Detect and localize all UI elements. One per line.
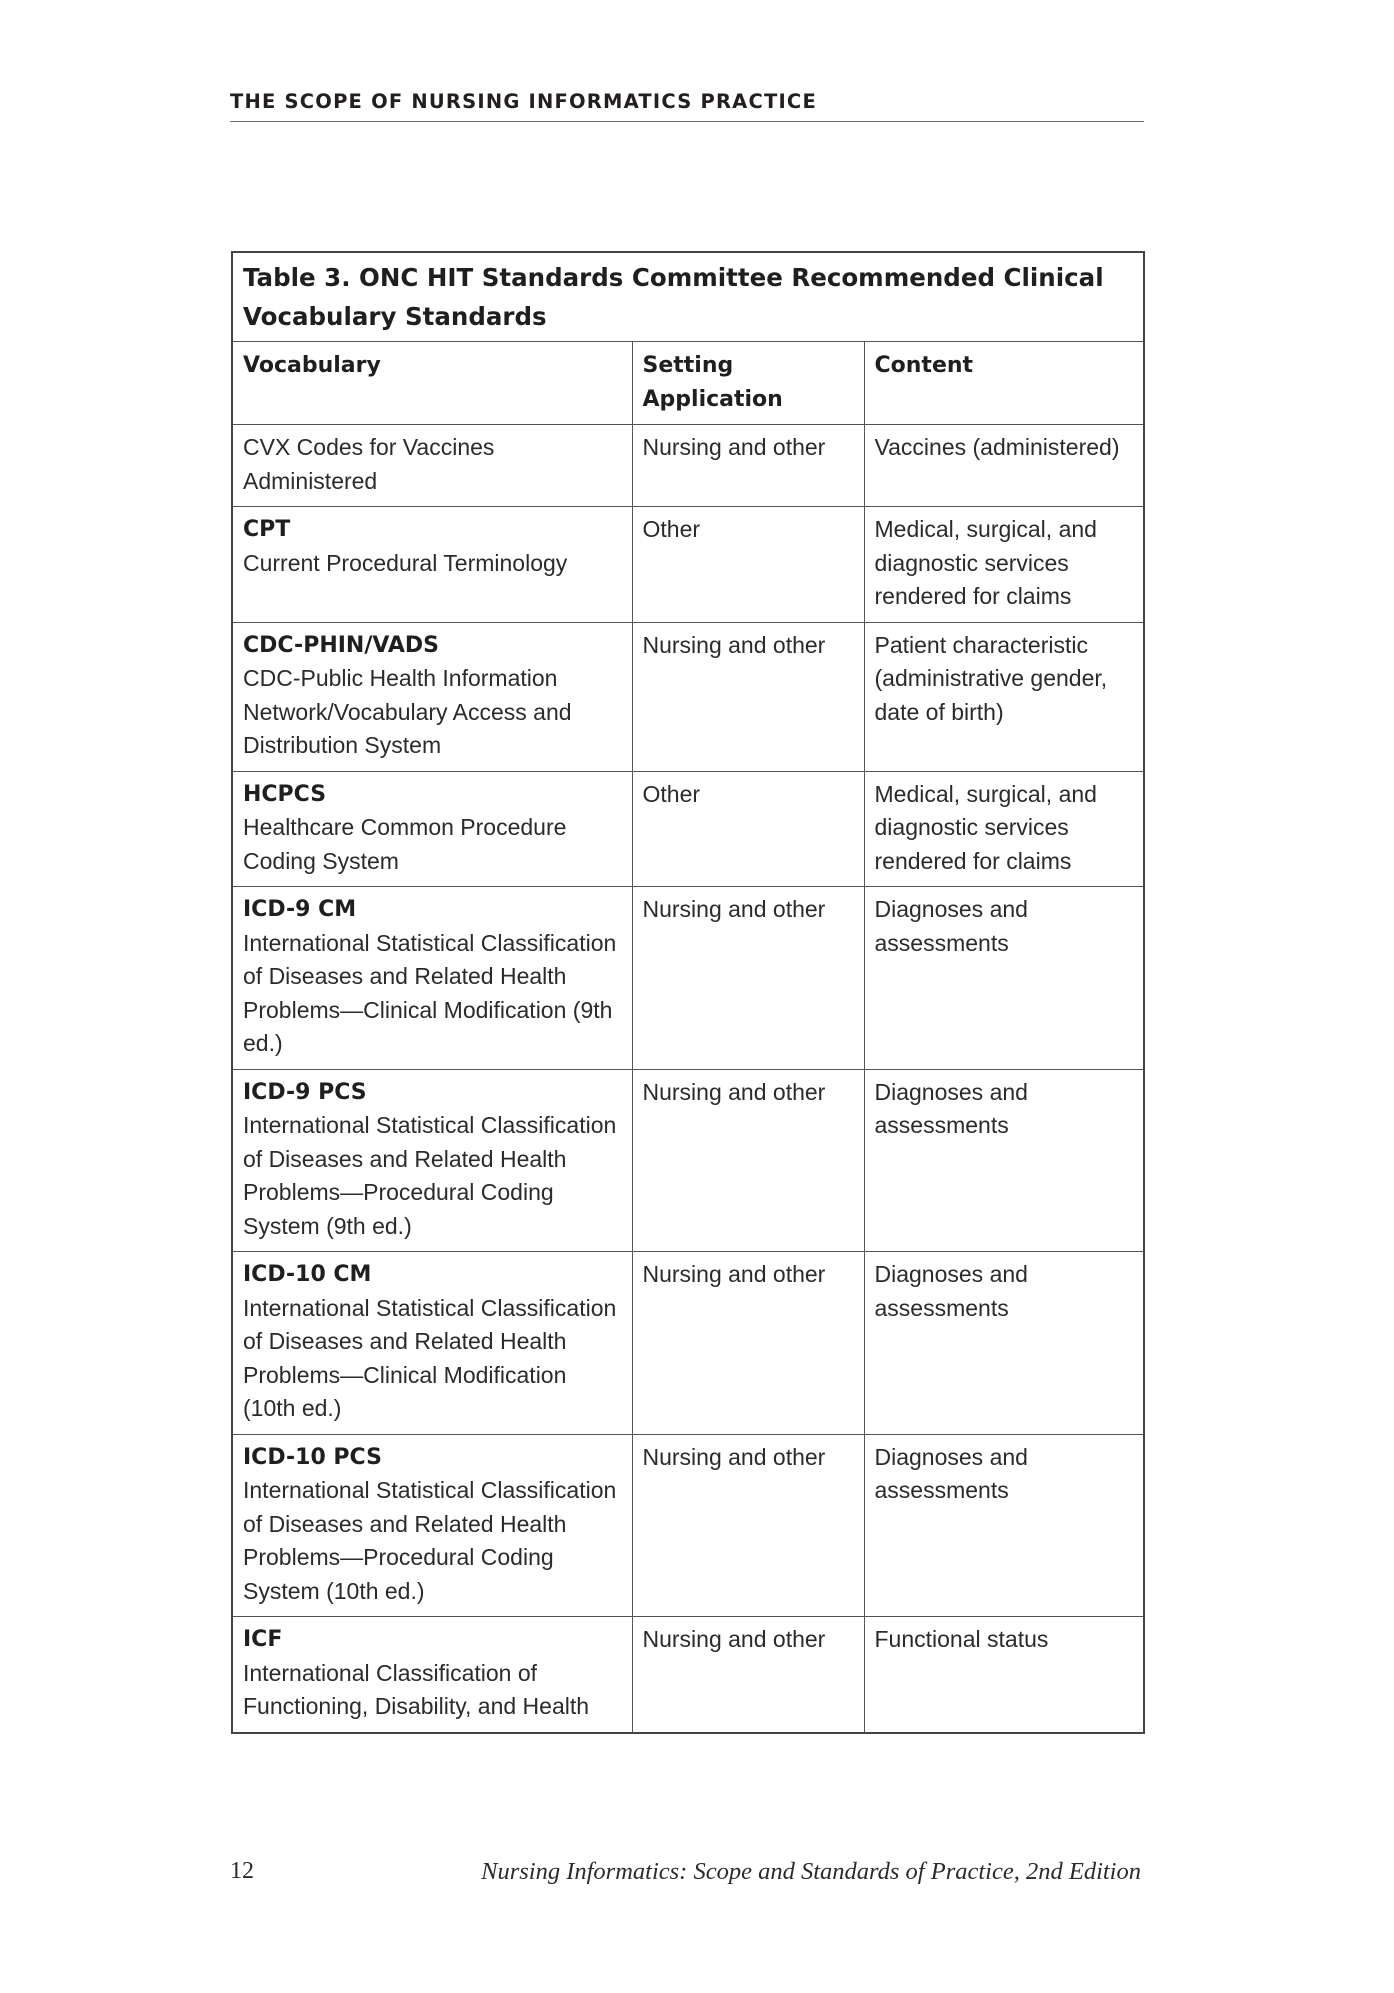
vocabulary-full-name: International Statistical Classification of Diseases and Related Health Problems—Clinical Modification (9th ed.): [243, 929, 617, 1056]
content-cell: Diagnoses and assessments: [864, 1069, 1144, 1252]
table-caption-row: [232, 252, 1144, 342]
vocabulary-abbreviation: CDC-PHIN/VADS: [243, 632, 440, 658]
vocabulary-abbreviation: ICF: [243, 1627, 283, 1652]
table-row: [232, 1434, 1144, 1617]
vocabulary-abbreviation: ICD-10 CM: [243, 1262, 372, 1287]
table-row: [232, 622, 1144, 771]
vocabulary-standards-table: [231, 251, 1145, 1734]
vocabulary-cell: [232, 1617, 632, 1733]
vocabulary-full-name: Current Procedural Terminology: [243, 549, 568, 576]
vocabulary-standards-table-container: [231, 251, 1143, 1734]
vocabulary-cell: [232, 887, 632, 1070]
vocabulary-full-name: Healthcare Common Procedure Coding System: [243, 814, 567, 874]
column-header-vocabulary: Vocabulary: [232, 342, 632, 425]
vocabulary-full-name: CDC-Public Health Information Network/Vocabulary Access and Distribution System: [243, 665, 572, 758]
book-title-footer: Nursing Informatics: Scope and Standards of Practice, 2nd Edition: [481, 1858, 1141, 1885]
vocabulary-full-name: International Statistical Classification of Diseases and Related Health Problems—Clinical Modification (10th ed.): [243, 1294, 617, 1421]
content-cell: Diagnoses and assessments: [864, 1434, 1144, 1617]
vocabulary-cell: [232, 425, 632, 507]
setting-application-cell: Nursing and other: [632, 1434, 864, 1617]
setting-application-cell: Other: [632, 771, 864, 887]
vocabulary-full-name: International Statistical Classification of Diseases and Related Health Problems—Procedural Coding System (10th ed.): [243, 1477, 617, 1604]
vocabulary-full-name: CVX Codes for Vaccines Administered: [243, 434, 495, 494]
vocabulary-abbreviation: ICD-9 PCS: [243, 1079, 367, 1105]
vocabulary-abbreviation: HCPCS: [243, 781, 327, 807]
vocabulary-cell: [232, 1252, 632, 1435]
content-cell: Medical, surgical, and diagnostic services rendered for claims: [864, 507, 1144, 623]
table-header-row: [232, 342, 1144, 425]
content-cell: Diagnoses and assessments: [864, 1252, 1144, 1435]
setting-application-cell: Nursing and other: [632, 1069, 864, 1252]
setting-application-cell: Other: [632, 507, 864, 623]
vocabulary-abbreviation: ICD-10 PCS: [243, 1444, 382, 1470]
setting-application-cell: Nursing and other: [632, 887, 864, 1070]
running-header: THE SCOPE OF NURSING INFORMATICS PRACTICE: [230, 90, 1144, 122]
setting-application-cell: Nursing and other: [632, 1252, 864, 1435]
table-row: [232, 507, 1144, 623]
setting-application-cell: Nursing and other: [632, 425, 864, 507]
vocabulary-cell: [232, 771, 632, 887]
table-row: [232, 425, 1144, 507]
table-row: [232, 1617, 1144, 1733]
column-header-content: Content: [864, 342, 1144, 425]
content-cell: Medical, surgical, and diagnostic services rendered for claims: [864, 771, 1144, 887]
vocabulary-cell: [232, 507, 632, 623]
table-row: [232, 887, 1144, 1070]
vocabulary-abbreviation: CPT: [243, 517, 291, 542]
vocabulary-abbreviation: ICD-9 CM: [243, 897, 357, 922]
content-cell: Vaccines (administered): [864, 425, 1144, 507]
page-number: 12: [230, 1858, 254, 1884]
table-row: [232, 771, 1144, 887]
vocabulary-cell: [232, 1069, 632, 1252]
table-row: [232, 1069, 1144, 1252]
content-cell: Diagnoses and assessments: [864, 887, 1144, 1070]
vocabulary-full-name: International Statistical Classification of Diseases and Related Health Problems—Procedural Coding System (9th ed.): [243, 1112, 617, 1239]
content-cell: Functional status: [864, 1617, 1144, 1733]
table-row: [232, 1252, 1144, 1435]
setting-application-cell: Nursing and other: [632, 622, 864, 771]
table-caption: Table 3. ONC HIT Standards Committee Recommended Clinical Vocabulary Standards: [232, 252, 1144, 342]
setting-application-cell: Nursing and other: [632, 1617, 864, 1733]
vocabulary-cell: [232, 622, 632, 771]
vocabulary-full-name: International Classification of Functioning, Disability, and Health: [243, 1659, 590, 1719]
content-cell: Patient characteristic (administrative gender, date of birth): [864, 622, 1144, 771]
column-header-setting-application: Setting Application: [632, 342, 864, 425]
vocabulary-cell: [232, 1434, 632, 1617]
